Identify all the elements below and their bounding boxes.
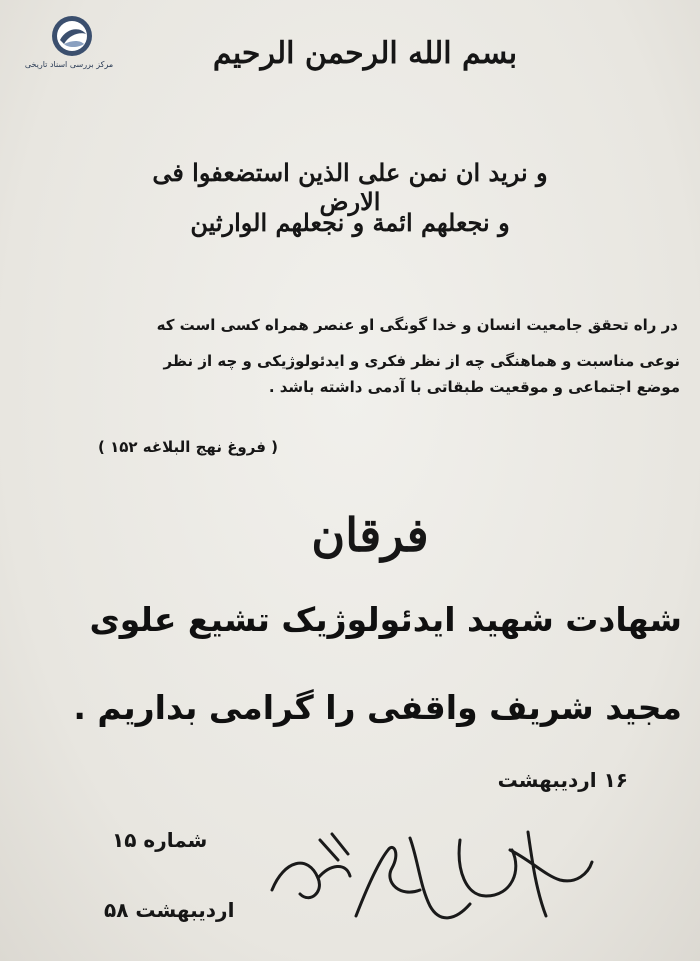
quran-verse-line-2: و نجعلهم ائمة و نجعلهم الوارثین [190, 208, 510, 237]
quote-source: ( فروغ نهج البلاغه ۱۵۲ ) [98, 438, 278, 456]
issue-date: اردیبهشت ۵۸ [104, 898, 235, 922]
archive-logo [14, 14, 124, 70]
quran-verse-line-1: و نرید ان نمن علی الذین استضعفوا فی الارض [152, 158, 548, 216]
archive-logo-icon [50, 14, 94, 58]
archive-logo-caption: مرکز بررسی اسناد تاریخی [24, 60, 114, 69]
quote-line-1: در راه تحقق جامعیت انسان و خدا گونگی او عنصر همراه کسی است که [156, 316, 678, 334]
quote-line-3: موضع اجتماعی و موقعیت طبقاتی با آدمی داشته باشد . [268, 378, 680, 396]
announcement-line-2: مجید شریف واقفی را گرامی بداریم . [73, 688, 682, 727]
issue-number: شماره ۱۵ [112, 828, 208, 852]
quote-line-2: نوعی مناسبت و هماهنگی چه از نظر فکری و ایدئولوژیکی و چه از نظر [163, 352, 680, 370]
basmala-heading: بسم الله الرحمن الرحیم [212, 36, 518, 71]
signature-icon [260, 820, 600, 940]
announcement-date: ۱۶ اردیبهشت [497, 768, 628, 792]
organization-title: فرقان [311, 508, 429, 562]
announcement-line-1: شهادت شهید ایدئولوژیک تشیع علوی [89, 600, 682, 639]
